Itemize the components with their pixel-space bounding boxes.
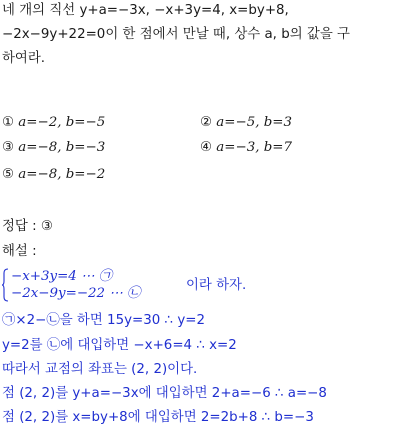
solution-step-2: y=2를 ㉡에 대입하면 −x+6=4 ∴ x=2 — [2, 338, 237, 353]
choice-1-number: ① — [2, 115, 15, 130]
choice-4[interactable] — [200, 139, 292, 157]
choice-5[interactable] — [2, 166, 105, 184]
choice-2-number: ② — [200, 115, 213, 130]
choice-2-text: a=−5, b=3 — [216, 115, 293, 130]
choice-5-number: ⑤ — [2, 167, 15, 182]
solution-step-3: 따라서 교점의 좌표는 (2, 2)이다. — [2, 362, 198, 377]
problem-line-2: −2x−9y+22=0이 한 점에서 만날 때, 상수 a, b의 값을 구 — [2, 27, 350, 42]
problem-line-1: 네 개의 직선 y+a=−3x, −x+3y=4, x=by+8, — [2, 3, 289, 18]
left-brace-icon — [2, 268, 9, 302]
choice-5-text: a=−8, b=−2 — [18, 167, 106, 182]
equation-system — [2, 268, 332, 304]
system-equation-1: −x+3y=4 ⋯ ㉠ — [11, 269, 113, 284]
solution-step-4: 점 (2, 2)를 y+a=−3x에 대입하면 2+a=−6 ∴ a=−8 — [2, 386, 327, 401]
answer-label: 정답 : ③ — [2, 219, 53, 234]
solution-step-1: ㉠×2−㉡을 하면 15y=30 ∴ y=2 — [2, 313, 205, 328]
choice-3-text: a=−8, b=−3 — [18, 140, 106, 155]
choice-4-number: ④ — [200, 140, 213, 155]
solution-label: 해설 : — [2, 244, 37, 259]
choice-1[interactable] — [2, 114, 105, 132]
choice-1-text: a=−2, b=−5 — [18, 115, 106, 130]
choice-3-number: ③ — [2, 140, 15, 155]
system-note: 이라 하자. — [186, 278, 247, 293]
problem-line-3: 하여라. — [2, 51, 46, 66]
choice-2[interactable] — [200, 114, 292, 132]
choice-4-text: a=−3, b=7 — [216, 140, 293, 155]
system-equation-2: −2x−9y=−22 ⋯ ㉡ — [11, 286, 141, 301]
solution-step-5: 점 (2, 2)를 x=by+8에 대입하면 2=2b+8 ∴ b=−3 — [2, 410, 314, 425]
choice-3[interactable] — [2, 139, 105, 157]
